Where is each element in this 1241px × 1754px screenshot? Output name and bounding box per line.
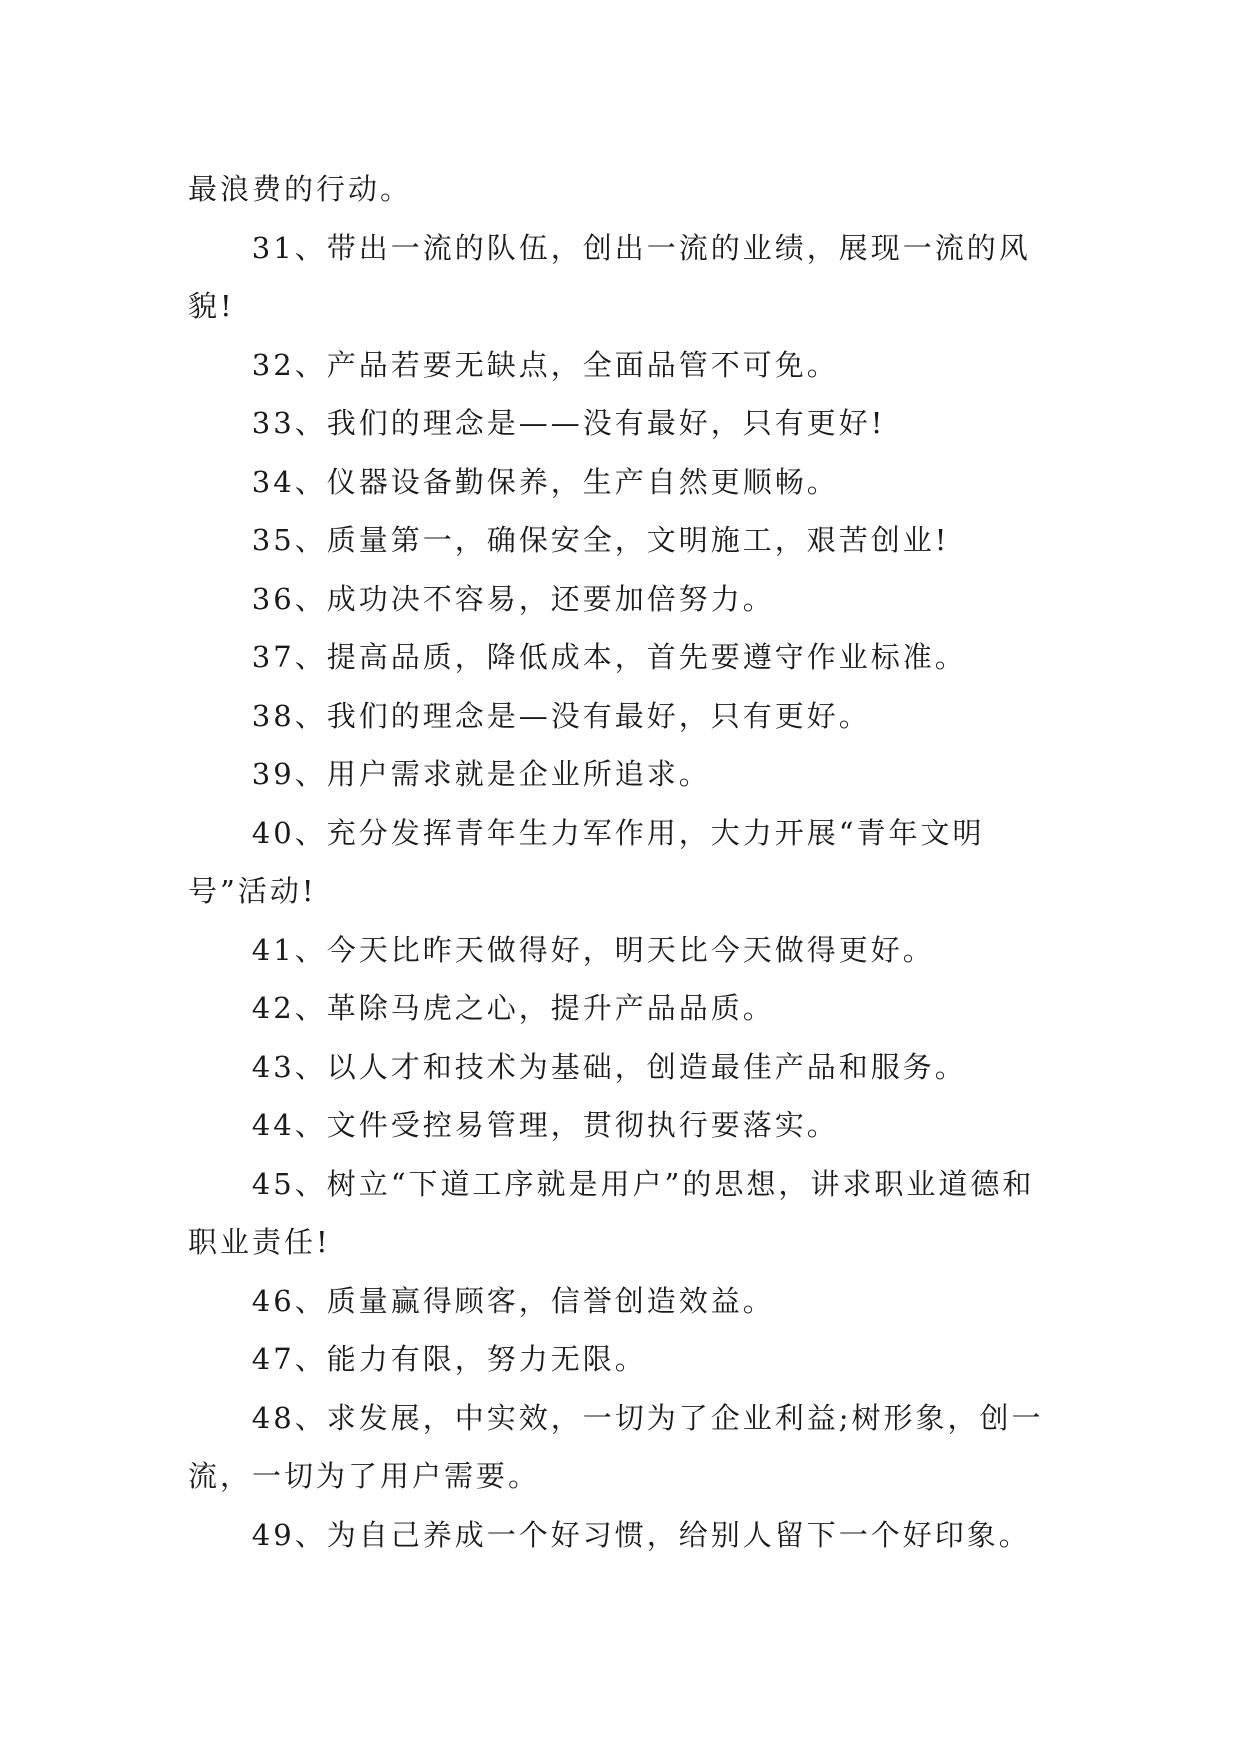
paragraph-48: 48、求发展，中实效，一切为了企业利益;树形象，创一流，一切为了用户需要。: [188, 1400, 1044, 1493]
paragraph-36: 36、成功决不容易，还要加倍努力。: [251, 581, 775, 616]
paragraph-37: 37、提高品质，降低成本，首先要遵守作业标准。: [251, 640, 967, 674]
paragraph-43: 43、以人才和技术为基础，创造最佳产品和服务。: [251, 1049, 967, 1084]
document-body: [188, 160, 1050, 1564]
paragraph-40: 40、充分发挥青年生力军作用，大力开展“青年文明号”活动!: [188, 815, 985, 908]
paragraph-38: 38、我们的理念是—没有最好，只有更好。: [251, 698, 871, 733]
paragraph-42: 42、革除马虎之心，提升产品品质。: [251, 991, 775, 1025]
paragraph-44: 44、文件受控易管理，贯彻执行要落实。: [251, 1108, 839, 1142]
paragraph-47: 47、能力有限，努力无限。: [251, 1342, 647, 1376]
paragraph-35: 35、质量第一，确保安全，文明施工，艰苦创业!: [251, 523, 950, 557]
paragraph-33: 33、我们的理念是——没有最好，只有更好!: [251, 406, 886, 440]
paragraph-41: 41、今天比昨天做得好，明天比今天做得更好。: [251, 932, 935, 967]
paragraph-49: 49、为自己养成一个好习惯，给别人留下一个好印象。: [251, 1517, 1031, 1552]
paragraph-39: 39、用户需求就是企业所追求。: [251, 757, 711, 791]
paragraph-continuation: 最浪费的行动。: [188, 172, 413, 206]
paragraph-45: 45、树立“下道工序就是用户”的思想，讲求职业道德和职业责任!: [188, 1166, 1035, 1259]
paragraph-31: 31、带出一流的队伍，创出一流的业绩，展现一流的风貌!: [188, 230, 1031, 323]
paragraph-34: 34、仪器设备勤保养，生产自然更顺畅。: [251, 464, 839, 499]
paragraph-32: 32、产品若要无缺点，全面品管不可免。: [251, 347, 839, 382]
paragraph-46: 46、质量赢得顾客，信誉创造效益。: [251, 1283, 775, 1318]
